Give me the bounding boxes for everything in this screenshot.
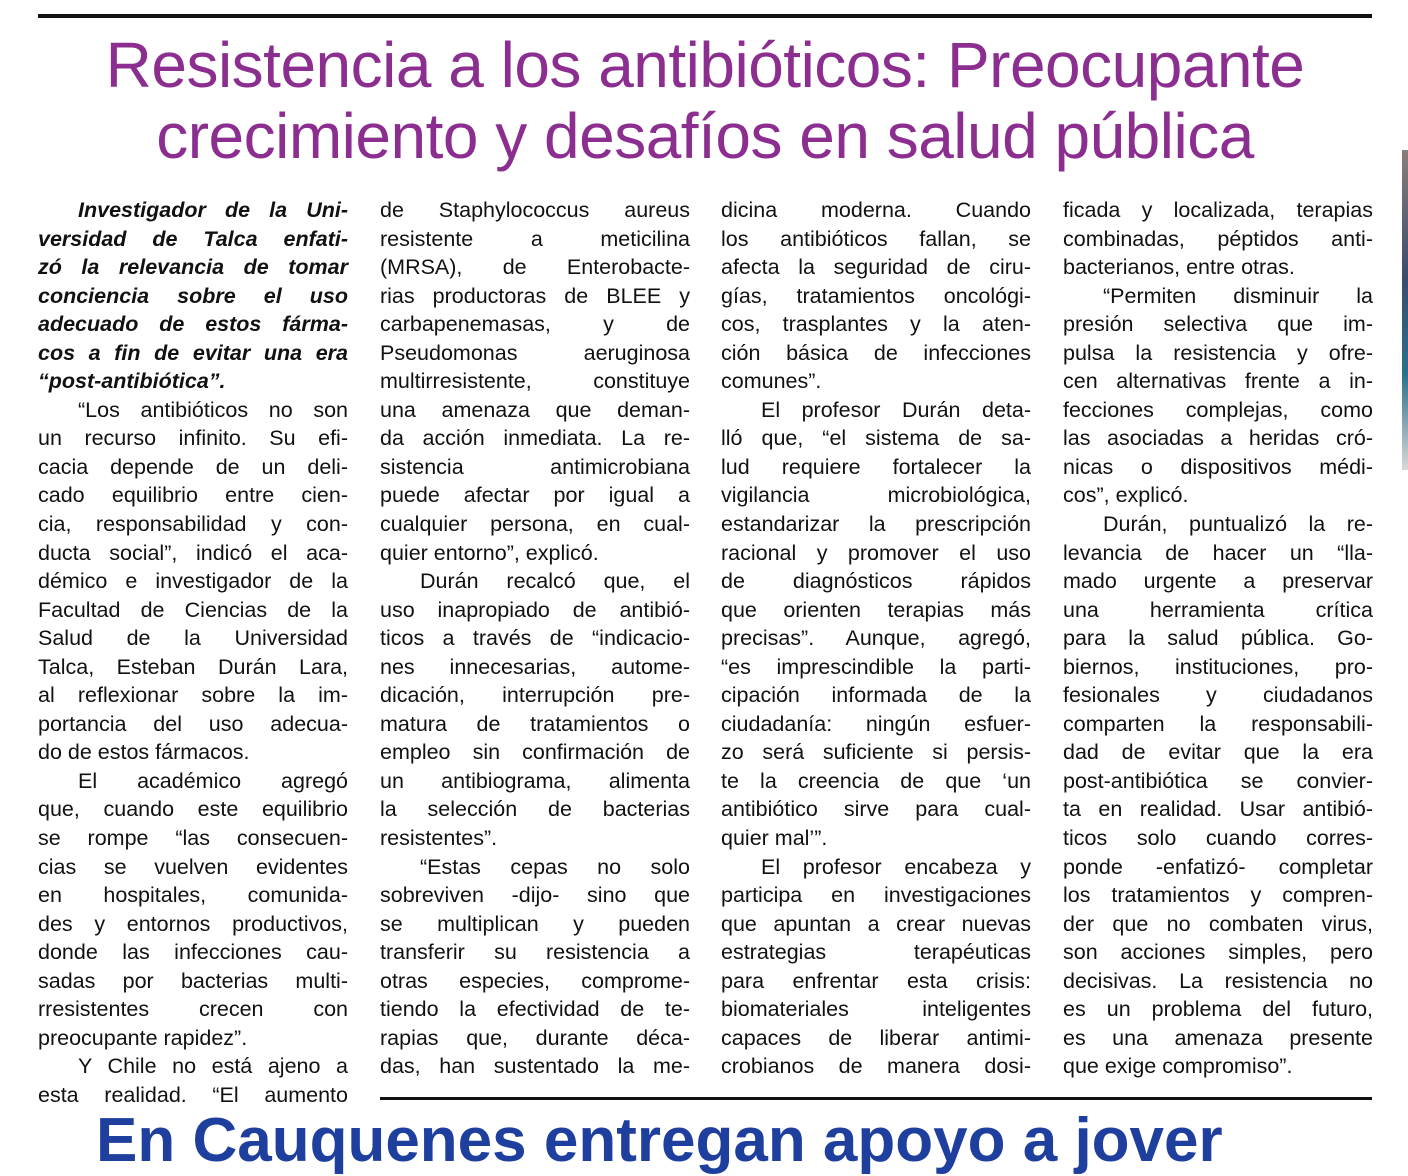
text-line: multirresistente, constituye — [380, 369, 690, 394]
text-line: transferir su resistencia a — [380, 940, 690, 965]
text-line: lud requiere fortalecer la — [721, 454, 1031, 479]
text-line: esta realidad. “El aumento — [38, 1082, 348, 1107]
text-line: cen alternativas frente a in- — [1063, 369, 1373, 394]
text-line: cos a fin de evitar una era — [38, 340, 348, 365]
article-column-2 — [380, 196, 690, 1081]
text-line: Salud de la Universidad — [38, 626, 348, 651]
text-line: dicación, interrupción pre- — [380, 683, 690, 708]
text-line: sobreviven -dijo- sino que — [380, 883, 690, 908]
next-article-headline: En Cauquenes entregan apoyo a jover — [96, 1106, 1223, 1175]
text-line: ción básica de infecciones — [721, 340, 1031, 365]
text-line: que, cuando este equilibrio — [38, 797, 348, 822]
text-line: una herramienta crítica — [1063, 597, 1373, 622]
text-line: comunes”. — [721, 369, 822, 394]
text-line: estandarizar la prescripción — [721, 512, 1031, 537]
text-line: “Los antibióticos no son — [78, 397, 348, 422]
text-line: dicina moderna. Cuando — [721, 198, 1031, 222]
adjacent-photo-strip — [1402, 150, 1408, 470]
text-line: El profesor Durán deta- — [761, 397, 1031, 422]
text-line: nicas o dispositivos médi- — [1063, 454, 1373, 479]
text-line: mado urgente a preservar — [1063, 569, 1373, 594]
text-line: do de estos fármacos. — [38, 740, 250, 765]
text-line: donde las infecciones cau- — [38, 940, 348, 965]
text-line: pulsa la resistencia y ofre- — [1063, 340, 1373, 365]
headline-line-2: crecimiento y desafíos en salud pública — [156, 100, 1254, 172]
text-line: capaces de liberar antimi- — [721, 1025, 1031, 1050]
text-line: ducta social”, indicó el aca- — [38, 540, 348, 565]
text-line: sadas por bacterias multi- — [38, 968, 348, 993]
text-line: uso inapropiado de antibió- — [380, 597, 690, 622]
text-line: decisivas. La resistencia no — [1063, 968, 1373, 993]
bottom-rule — [380, 1097, 1372, 1100]
text-line: lló que, “el sistema de sa- — [721, 426, 1031, 451]
text-line: es un problema del futuro, — [1063, 997, 1373, 1022]
top-rule — [38, 14, 1372, 18]
text-line: ciudadanía: ningún esfuer- — [721, 711, 1031, 736]
text-line: precisas”. Aunque, agregó, — [721, 626, 1031, 651]
text-line: quier entorno”, explicó. — [380, 540, 599, 565]
text-line: post-antibiótica se convier- — [1063, 768, 1373, 793]
text-line: matura de tratamientos o — [380, 711, 690, 736]
text-line: El académico agregó — [78, 768, 348, 793]
article-column-3 — [721, 196, 1031, 1081]
text-line: “Permiten disminuir la — [1103, 283, 1373, 308]
text-line: zó la relevancia de tomar — [38, 255, 348, 280]
text-line: (MRSA), de Enterobacte- — [380, 255, 690, 280]
text-line: presión selectiva que im- — [1063, 312, 1373, 337]
text-line: zo será suficiente si persis- — [721, 740, 1031, 765]
text-line: Talca, Esteban Durán Lara, — [38, 654, 348, 679]
text-line: cipación informada de la — [721, 683, 1031, 708]
text-line: Investigador de la Uni- — [78, 198, 348, 222]
text-line: conciencia sobre el uso — [38, 283, 348, 308]
text-line: en hospitales, comunida- — [38, 883, 348, 908]
text-line: otras especies, comprome- — [380, 968, 690, 993]
text-line: es una amenaza presente — [1063, 1025, 1373, 1050]
text-line: rias productoras de BLEE y — [380, 283, 690, 308]
text-line: fecciones complejas, como — [1063, 397, 1373, 422]
text-line: Durán, puntualizó la re- — [1103, 512, 1373, 537]
text-line: tiendo la efectividad de te- — [380, 997, 690, 1022]
text-line: “es imprescindible la parti- — [721, 654, 1031, 679]
text-line: El profesor encabeza y — [761, 854, 1031, 879]
text-line: que exige compromiso”. — [1063, 1054, 1293, 1079]
text-line: nes innecesarias, autome- — [380, 654, 690, 679]
text-line: de Staphylococcus aureus — [380, 198, 690, 222]
article-column-4 — [1063, 196, 1373, 1081]
article-column-1 — [38, 196, 348, 1110]
text-line: son acciones simples, pero — [1063, 940, 1373, 965]
text-line: para enfrentar esta crisis: — [721, 968, 1031, 993]
text-line: Y Chile no está ajeno a — [78, 1054, 348, 1079]
text-line: levancia de hacer un “lla- — [1063, 540, 1373, 565]
text-line: las asociadas a heridas cró- — [1063, 426, 1373, 451]
text-line: rapias que, durante déca- — [380, 1025, 690, 1050]
text-line: ta en realidad. Usar antibió- — [1063, 797, 1373, 822]
text-line: estrategias terapéuticas — [721, 940, 1031, 965]
text-line: bacterianos, entre otras. — [1063, 255, 1295, 280]
text-line: cos”, explicó. — [1063, 483, 1189, 508]
text-line: Pseudomonas aeruginosa — [380, 340, 690, 365]
text-line: participa en investigaciones — [721, 883, 1031, 908]
text-line: fesionales y ciudadanos — [1063, 683, 1373, 708]
text-line: que orienten terapias más — [721, 597, 1031, 622]
text-line: afecta la seguridad de ciru- — [721, 255, 1031, 280]
text-line: los tratamientos y compren- — [1063, 883, 1373, 908]
text-line: ponde -enfatizó- completar — [1063, 854, 1373, 879]
text-line: biernos, instituciones, pro- — [1063, 654, 1373, 679]
text-line: biomateriales inteligentes — [721, 997, 1031, 1022]
text-line: démico e investigador de la — [38, 569, 348, 594]
text-line: empleo sin confirmación de — [380, 740, 690, 765]
text-line: los antibióticos fallan, se — [721, 226, 1031, 251]
text-line: adecuado de estos fárma- — [38, 312, 348, 337]
text-line: que apuntan a crear nuevas — [721, 911, 1031, 936]
text-line: te la creencia de que ‘un — [721, 768, 1031, 793]
article-headline — [22, 30, 1388, 172]
text-line: cado equilibrio entre cien- — [38, 483, 348, 508]
text-line: quier mal’”. — [721, 826, 828, 851]
text-line: un antibiograma, alimenta — [380, 768, 690, 793]
text-line: cualquier persona, en cual- — [380, 512, 690, 537]
text-line: portancia del uso adecua- — [38, 711, 348, 736]
text-line: se rompe “las consecuen- — [38, 826, 348, 851]
text-line: comparten la responsabili- — [1063, 711, 1373, 736]
text-line: dad de evitar que la era — [1063, 740, 1373, 765]
text-line: des y entornos productivos, — [38, 911, 348, 936]
text-line: cacia depende de un deli- — [38, 454, 348, 479]
text-line: ticos a través de “indicacio- — [380, 626, 690, 651]
text-line: da acción inmediata. La re- — [380, 426, 690, 451]
text-line: “Estas cepas no solo — [420, 854, 690, 879]
text-line: vigilancia microbiológica, — [721, 483, 1031, 508]
text-line: racional y promover el uso — [721, 540, 1031, 565]
text-line: ficada y localizada, terapias — [1063, 198, 1373, 222]
text-line: la selección de bacterias — [380, 797, 690, 822]
text-line: “post-antibiótica”. — [38, 369, 226, 394]
text-line: puede afectar por igual a — [380, 483, 690, 508]
text-line: resistentes”. — [380, 826, 498, 851]
text-line: antibiótico sirve para cual- — [721, 797, 1031, 822]
text-line: se multiplican y pueden — [380, 911, 690, 936]
text-line: un recurso infinito. Su efi- — [38, 426, 348, 451]
text-line: resistente a meticilina — [380, 226, 690, 251]
text-line: preocupante rapidez”. — [38, 1025, 248, 1050]
text-line: de diagnósticos rápidos — [721, 569, 1031, 594]
text-line: cia, responsabilidad y con- — [38, 512, 348, 537]
text-line: das, han sustentado la me- — [380, 1054, 690, 1079]
text-line: cias se vuelven evidentes — [38, 854, 348, 879]
text-line: carbapenemasas, y de — [380, 312, 690, 337]
text-line: para la salud pública. Go- — [1063, 626, 1373, 651]
text-line: crobianos de manera dosi- — [721, 1054, 1031, 1079]
headline-line-1: Resistencia a los antibióticos: Preocupante — [105, 29, 1305, 101]
text-line: gías, tratamientos oncológi- — [721, 283, 1031, 308]
text-line: ticos solo cuando corres- — [1063, 826, 1373, 851]
text-line: der que no combaten virus, — [1063, 911, 1373, 936]
text-line: cos, trasplantes y la aten- — [721, 312, 1031, 337]
text-line: combinadas, péptidos anti- — [1063, 226, 1373, 251]
adjacent-page-edge — [1382, 0, 1408, 1136]
text-line: versidad de Talca enfati- — [38, 226, 348, 251]
text-line: al reflexionar sobre la im- — [38, 683, 348, 708]
text-line: Durán recalcó que, el — [420, 569, 690, 594]
text-line: rresistentes crecen con — [38, 997, 348, 1022]
text-line: sistencia antimicrobiana — [380, 454, 690, 479]
text-line: Facultad de Ciencias de la — [38, 597, 348, 622]
text-line: una amenaza que deman- — [380, 397, 690, 422]
